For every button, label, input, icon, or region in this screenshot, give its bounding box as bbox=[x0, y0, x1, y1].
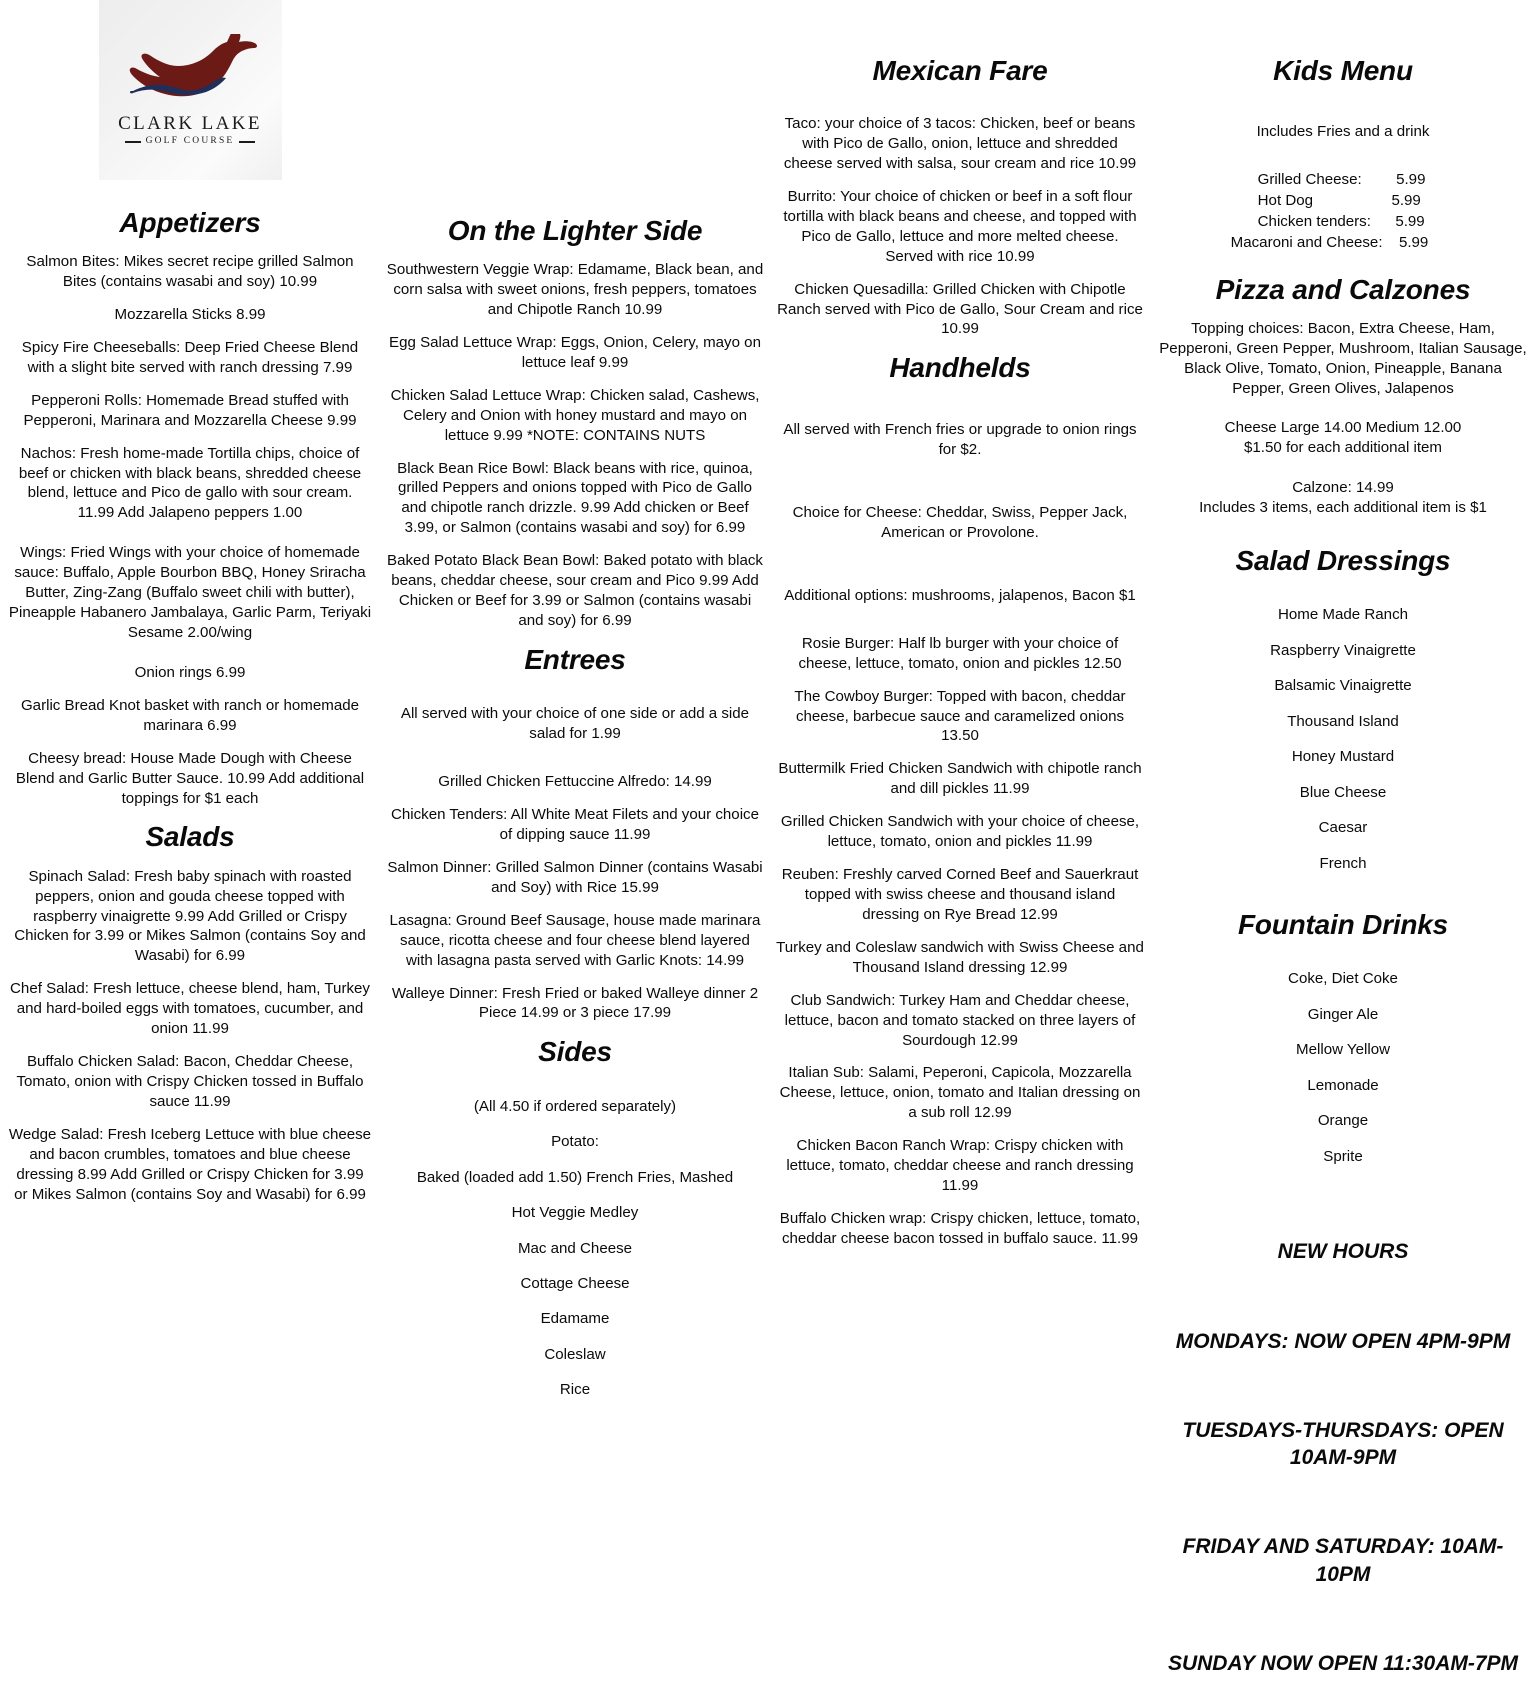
dressing-item: Home Made Ranch bbox=[1277, 606, 1409, 624]
brand-rule-right bbox=[239, 141, 255, 143]
hours-title: NEW HOURS bbox=[1277, 1240, 1409, 1264]
kids-item-price: 5.99 bbox=[1396, 171, 1426, 189]
kids-item-name: Hot Dog bbox=[1257, 192, 1314, 210]
menu-item: Mozzarella Sticks 8.99 bbox=[114, 306, 266, 324]
kids-menu-table bbox=[1230, 170, 1429, 253]
section-title-sides: Sides bbox=[538, 1036, 612, 1068]
dressing-item: Raspberry Vinaigrette bbox=[1270, 641, 1416, 659]
section-title-kids-menu: Kids Menu bbox=[1273, 55, 1413, 86]
section-title-pizza-calzones: Pizza and Calzones bbox=[1215, 273, 1471, 305]
side-item: Rice bbox=[559, 1381, 591, 1399]
dressing-item: Balsamic Vinaigrette bbox=[1274, 677, 1412, 695]
menu-item: Taco: your choice of 3 tacos: Chicken, beef or beans with Pico de Gallo, onion, lettuce and shredded cheese served with salsa, sour cream and rice 10.99 bbox=[783, 115, 1137, 173]
menu-item: Egg Salad Lettuce Wrap: Eggs, Onion, Celery, mayo on lettuce leaf 9.99 bbox=[389, 333, 761, 371]
handhelds-intro-options: Additional options: mushrooms, jalapenos, Bacon $1 bbox=[784, 586, 1136, 604]
menu-item: Southwestern Veggie Wrap: Edamame, Black bean, and corn salsa with sweet onions, fresh peppers, tomatoes and Chipotle Ranch 10.99 bbox=[386, 261, 764, 319]
menu-item: Salmon Dinner: Grilled Salmon Dinner (contains Wasabi and Soy) with Rice 15.99 bbox=[387, 858, 763, 896]
menu-item: Wings: Fried Wings with your choice of homemade sauce: Buffalo, Apple Bourbon BBQ, Honey Sriracha Butter, Zing-Zang (Buffalo sweet chili with butter), Pineapple Habanero Jambalaya, Garlic Parm, Teriyaki Sesame 2.00/wing bbox=[8, 544, 372, 642]
calzone-note: Includes 3 items, each additional item is $1 bbox=[1199, 499, 1487, 517]
side-item: Coleslaw bbox=[544, 1345, 606, 1363]
menu-item: Chicken Bacon Ranch Wrap: Crispy chicken with lettuce, tomato, cheddar cheese and ranch dressing 11.99 bbox=[786, 1137, 1134, 1195]
menu-item: Buffalo Chicken wrap: Crispy chicken, lettuce, tomato, cheddar cheese bacon tossed in buffalo sauce. 11.99 bbox=[779, 1209, 1141, 1247]
section-title-lighter-side: On the Lighter Side bbox=[447, 215, 703, 246]
menu-item: Buffalo Chicken Salad: Bacon, Cheddar Cheese, Tomato, onion with Crispy Chicken tossed in Buffalo sauce 11.99 bbox=[16, 1053, 364, 1110]
dressing-item: Honey Mustard bbox=[1291, 748, 1395, 766]
menu-item: Turkey and Coleslaw sandwich with Swiss Cheese and Thousand Island dressing 12.99 bbox=[776, 938, 1144, 976]
section-title-handhelds: Handhelds bbox=[889, 352, 1031, 384]
menu-item: Chicken Salad Lettuce Wrap: Chicken salad, Cashews, Celery and Onion with honey mustard and mayo on lettuce 9.99 *NOTE: CONTAINS NUTS bbox=[390, 386, 760, 444]
kids-menu-row bbox=[1258, 212, 1429, 233]
section-title-fountain-drinks: Fountain Drinks bbox=[1237, 909, 1449, 941]
sides-note: (All 4.50 if ordered separately) bbox=[473, 1097, 677, 1115]
menu-item: Spicy Fire Cheeseballs: Deep Fried Cheese Blend with a slight bite served with ranch dressing 7.99 bbox=[21, 338, 359, 376]
drink-item: Ginger Ale bbox=[1307, 1005, 1379, 1023]
pizza-additional-item-price: $1.50 for each additional item bbox=[1243, 439, 1443, 457]
flying-goose-icon bbox=[115, 34, 265, 111]
menu-item: Burrito: Your choice of chicken or beef in a soft flour tortilla with black beans and cheese, and topped with Pico de Gallo, lettuce and more melted cheese. Served with rice 10.99 bbox=[783, 187, 1137, 265]
kids-item-price: 5.99 bbox=[1395, 212, 1425, 230]
menu-column-three bbox=[770, 0, 1150, 1249]
kids-menu-note: Includes Fries and a drink bbox=[1256, 123, 1430, 141]
menu-item: Wedge Salad: Fresh Iceberg Lettuce with blue cheese and bacon crumbles, tomatoes and blue cheese dressing 8.99 Add Grilled or Crispy Chicken for 3.99 or Mikes Salmon (contains Soy and Wasabi) for 6.99 bbox=[8, 1125, 372, 1203]
section-title-salads: Salads bbox=[145, 821, 235, 853]
menu-column-two bbox=[380, 0, 770, 1416]
menu-item: Grilled Chicken Sandwich with your choice of cheese, lettuce, tomato, onion and pickles 11.99 bbox=[780, 813, 1140, 851]
brand-name: CLARK LAKE bbox=[118, 112, 262, 134]
menu-item: Garlic Bread Knot basket with ranch or homemade marinara 6.99 bbox=[20, 696, 360, 734]
kids-item-price: 5.99 bbox=[1398, 233, 1429, 251]
kids-menu-row bbox=[1258, 191, 1429, 212]
menu-item: Lasagna: Ground Beef Sausage, house made marinara sauce, ricotta cheese and four cheese blend layered with lasagna pasta served with Garlic Knots: 14.99 bbox=[389, 911, 761, 969]
menu-item: Pepperoni Rolls: Homemade Bread stuffed with Pepperoni, Marinara and Mozzarella Cheese 9.99 bbox=[23, 391, 357, 429]
menu-item: Nachos: Fresh home-made Tortilla chips, choice of beef or chicken with black beans, shredded cheese blend, lettuce and Pico de gallo with sour cream. 11.99 Add Jalapeno peppers 1.00 bbox=[18, 444, 362, 522]
menu-item: Spinach Salad: Fresh baby spinach with roasted peppers, onion and gouda cheese topped with raspberry vinaigrette 9.99 Add Grilled or Crispy Chicken for 3.99 or Mikes Salmon (contains Soy and Wasabi) for 6.99 bbox=[14, 867, 366, 965]
kids-item-name: Macaroni and Cheese: bbox=[1230, 233, 1383, 251]
hours-line-monday: MONDAYS: NOW OPEN 4PM-9PM bbox=[1175, 1329, 1511, 1353]
kids-item-price: 5.99 bbox=[1391, 192, 1421, 210]
brand-rule-left bbox=[125, 141, 141, 143]
menu-item: Club Sandwich: Turkey Ham and Cheddar cheese, lettuce, bacon and tomato stacked on three layers of Sourdough 12.99 bbox=[784, 991, 1136, 1049]
drink-item: Lemonade bbox=[1307, 1076, 1379, 1094]
side-item: Mac and Cheese bbox=[517, 1239, 633, 1257]
kids-menu-row bbox=[1231, 233, 1429, 254]
menu-item: Walleye Dinner: Fresh Fried or baked Walleye dinner 2 Piece 14.99 or 3 piece 17.99 bbox=[391, 984, 759, 1022]
kids-menu-row bbox=[1258, 170, 1429, 191]
dressing-item: Thousand Island bbox=[1287, 712, 1399, 730]
side-item: Baked (loaded add 1.50) French Fries, Mashed bbox=[416, 1168, 734, 1186]
entrees-intro: All served with your choice of one side or add a side salad for 1.99 bbox=[400, 705, 750, 743]
side-item: Cottage Cheese bbox=[520, 1275, 630, 1292]
menu-column-four bbox=[1150, 0, 1536, 1698]
menu-item: Chef Salad: Fresh lettuce, cheese blend, ham, Turkey and hard-boiled eggs with tomatoes, cucumber, and onion 11.99 bbox=[10, 980, 370, 1038]
dressing-item: Caesar bbox=[1318, 819, 1368, 837]
menu-item: Reuben: Freshly carved Corned Beef and Sauerkraut topped with swiss cheese and thousand island dressing on Rye Bread 12.99 bbox=[781, 866, 1139, 923]
dressing-item: Blue Cheese bbox=[1299, 783, 1387, 801]
handhelds-intro-cheese: Choice for Cheese: Cheddar, Swiss, Pepper Jack, American or Provolone. bbox=[792, 503, 1128, 541]
brand-subtitle: GOLF COURSE bbox=[145, 135, 235, 146]
menu-item: Rosie Burger: Half lb burger with your choice of cheese, lettuce, tomato, onion and pickles 12.50 bbox=[798, 634, 1122, 672]
side-item: Potato: bbox=[551, 1133, 599, 1151]
hours-line-sunday: SUNDAY NOW OPEN 11:30AM-7PM bbox=[1167, 1652, 1519, 1676]
section-title-mexican-fare: Mexican Fare bbox=[872, 55, 1048, 86]
menu-item: Chicken Tenders: All White Meat Filets and your choice of dipping sauce 11.99 bbox=[390, 806, 759, 843]
kids-item-name: Chicken tenders: bbox=[1257, 212, 1371, 230]
handhelds-intro-fries: All served with French fries or upgrade to onion rings for $2. bbox=[783, 420, 1137, 458]
dressing-item: French bbox=[1319, 854, 1367, 872]
drink-item: Coke, Diet Coke bbox=[1288, 970, 1398, 988]
hours-line-friday-saturday: FRIDAY AND SATURDAY: 10AM-10PM bbox=[1182, 1535, 1504, 1586]
pizza-toppings: Topping choices: Bacon, Extra Cheese, Ham, Pepperoni, Green Pepper, Mushroom, Italian Sausage, Black Olive, Tomato, Onion, Pineapple, Banana Pepper, Green Olives, Jalapenos bbox=[1159, 319, 1527, 397]
drink-item: Orange bbox=[1317, 1112, 1369, 1130]
side-item: Edamame bbox=[540, 1310, 610, 1328]
menu-item: Cheesy bread: House Made Dough with Cheese Blend and Garlic Butter Sauce. 10.99 Add additional toppings for $1 each bbox=[15, 749, 365, 807]
section-title-salad-dressings: Salad Dressings bbox=[1235, 545, 1451, 577]
section-title-entrees: Entrees bbox=[524, 643, 626, 675]
menu-item: The Cowboy Burger: Topped with bacon, cheddar cheese, barbecue sauce and caramelized onions 13.50 bbox=[794, 687, 1126, 745]
kids-item-name: Grilled Cheese: bbox=[1257, 171, 1362, 189]
menu-item: Chicken Quesadilla: Grilled Chicken with Chipotle Ranch served with Pico de Gallo, Sour Cream and rice 10.99 bbox=[777, 280, 1143, 338]
drink-item: Sprite bbox=[1323, 1147, 1363, 1165]
menu-item: Baked Potato Black Bean Bowl: Baked potato with black beans, cheddar cheese, sour cream and Pico 9.99 Add Chicken or Beef for 3.99 or Salmon (contains wasabi and soy) for 6.99 bbox=[387, 552, 763, 630]
brand-logo bbox=[99, 0, 282, 180]
brand-subtitle-row bbox=[125, 137, 256, 147]
menu-item: Buttermilk Fried Chicken Sandwich with chipotle ranch and dill pickles 11.99 bbox=[778, 760, 1142, 798]
drink-item: Mellow Yellow bbox=[1296, 1041, 1390, 1059]
menu-item: Onion rings 6.99 bbox=[134, 663, 246, 681]
side-item: Hot Veggie Medley bbox=[511, 1204, 639, 1222]
section-title-appetizers: Appetizers bbox=[119, 207, 261, 238]
hours-line-tuesday-thursday: TUESDAYS-THURSDAYS: OPEN 10AM-9PM bbox=[1182, 1418, 1504, 1470]
menu-item: Black Bean Rice Bowl: Black beans with rice, quinoa, grilled Peppers and onions topped with Pico de Gallo and chipotle ranch drizzle. 9.99 Add chicken or Beef 3.99, or Salmon (contains wasabi and soy) for 6.99 bbox=[397, 459, 753, 537]
calzone-price: Calzone: 14.99 bbox=[1292, 479, 1394, 497]
menu-item: Grilled Chicken Fettuccine Alfredo: 14.99 bbox=[438, 773, 712, 791]
menu-item: Italian Sub: Salami, Peperoni, Capicola, Mozzarella Cheese, lettuce, onion, tomato and Italian dressing on a sub roll 12.99 bbox=[779, 1064, 1141, 1122]
menu-column-one bbox=[0, 0, 380, 1204]
pizza-cheese-prices: Cheese Large 14.00 Medium 12.00 bbox=[1224, 419, 1462, 437]
menu-item: Salmon Bites: Mikes secret recipe grilled Salmon Bites (contains wasabi and soy) 10.99 bbox=[26, 253, 354, 291]
